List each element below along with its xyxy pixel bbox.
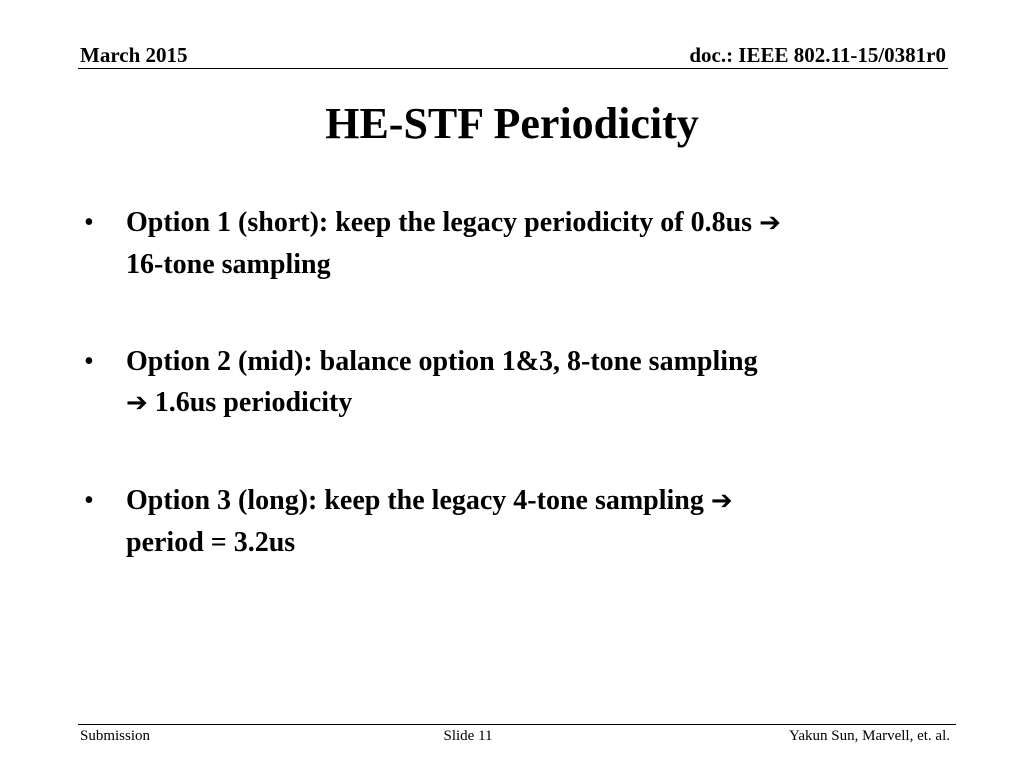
- bullet-text-before: Option 2 (mid): balance option 1&3, 8-tone sampling: [126, 346, 758, 377]
- slide-title: HE-STF Periodicity: [325, 99, 699, 148]
- bullet-dot-icon: •: [84, 207, 94, 238]
- bullet-text-before: Option 3 (long): keep the legacy 4-tone sampling: [126, 485, 704, 516]
- bullet-dot-icon: •: [84, 485, 94, 516]
- header-doc-id: doc.: IEEE 802.11-15/0381r0: [689, 43, 946, 67]
- bullet-text-before: Option 1 (short): keep the legacy periodicity of 0.8us: [126, 207, 753, 238]
- right-arrow-icon: ➔: [126, 388, 148, 418]
- bullet-text-after: 16-tone sampling: [126, 249, 331, 280]
- header-divider: [78, 68, 948, 69]
- bullet-list: [80, 202, 940, 619]
- bullet-item-option-1: [80, 202, 940, 285]
- header-date: March 2015: [80, 43, 188, 67]
- footer-divider: [78, 724, 956, 725]
- bullet-item-option-2: [80, 341, 940, 424]
- right-arrow-icon: ➔: [759, 208, 781, 238]
- bullet-dot-icon: •: [84, 346, 94, 377]
- bullet-text-after: 1.6us periodicity: [154, 387, 353, 418]
- footer-authors: Yakun Sun, Marvell, et. al.: [789, 728, 950, 744]
- bullet-text-after: period = 3.2us: [126, 527, 296, 558]
- bullet-item-option-3: [80, 480, 940, 563]
- footer-slide-number: Slide 11: [443, 728, 493, 744]
- right-arrow-icon: ➔: [710, 486, 733, 516]
- footer-submission: Submission: [80, 728, 151, 744]
